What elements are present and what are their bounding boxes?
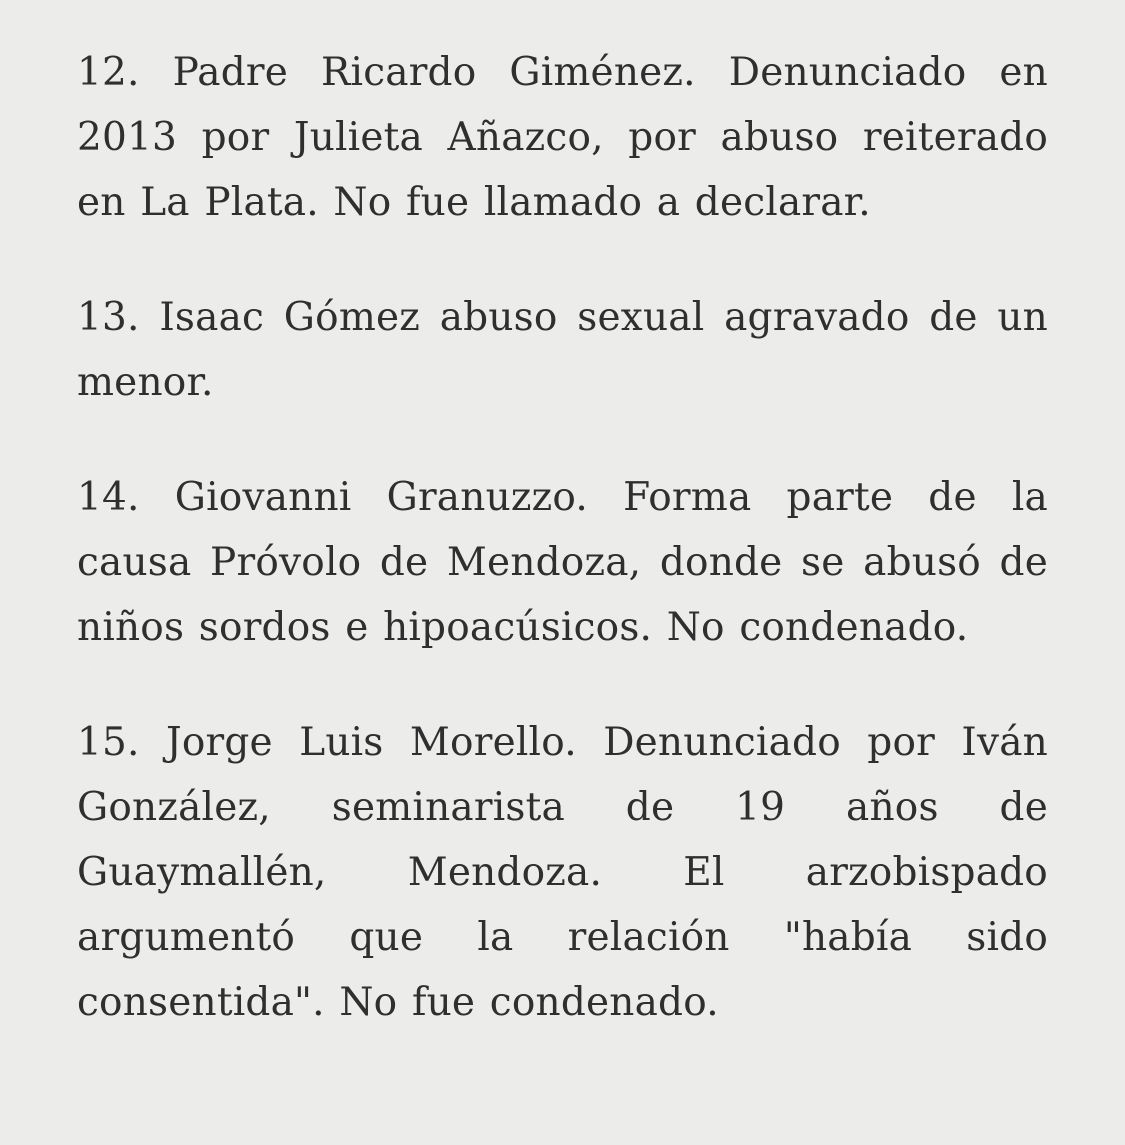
list-item-15: 15. Jorge Luis Morello. Denunciado por Iván González, seminarista de 19 años de Guaymallén, Mendoza. El arzobispado argumentó que la relación "había sido consentida". No fue condenado. — [77, 720, 1048, 1025]
list-item-14: 14. Giovanni Granuzzo. Forma parte de la causa Próvolo de Mendoza, donde se abusó de niños sordos e hipoacúsicos. No condenado. — [77, 475, 1048, 650]
list-item-13: 13. Isaac Gómez abuso sexual agravado de un menor. — [77, 295, 1048, 405]
list-item-12: 12. Padre Ricardo Giménez. Denunciado en 2013 por Julieta Añazco, por abuso reiterado en La Plata. No fue llamado a declarar. — [77, 50, 1048, 225]
